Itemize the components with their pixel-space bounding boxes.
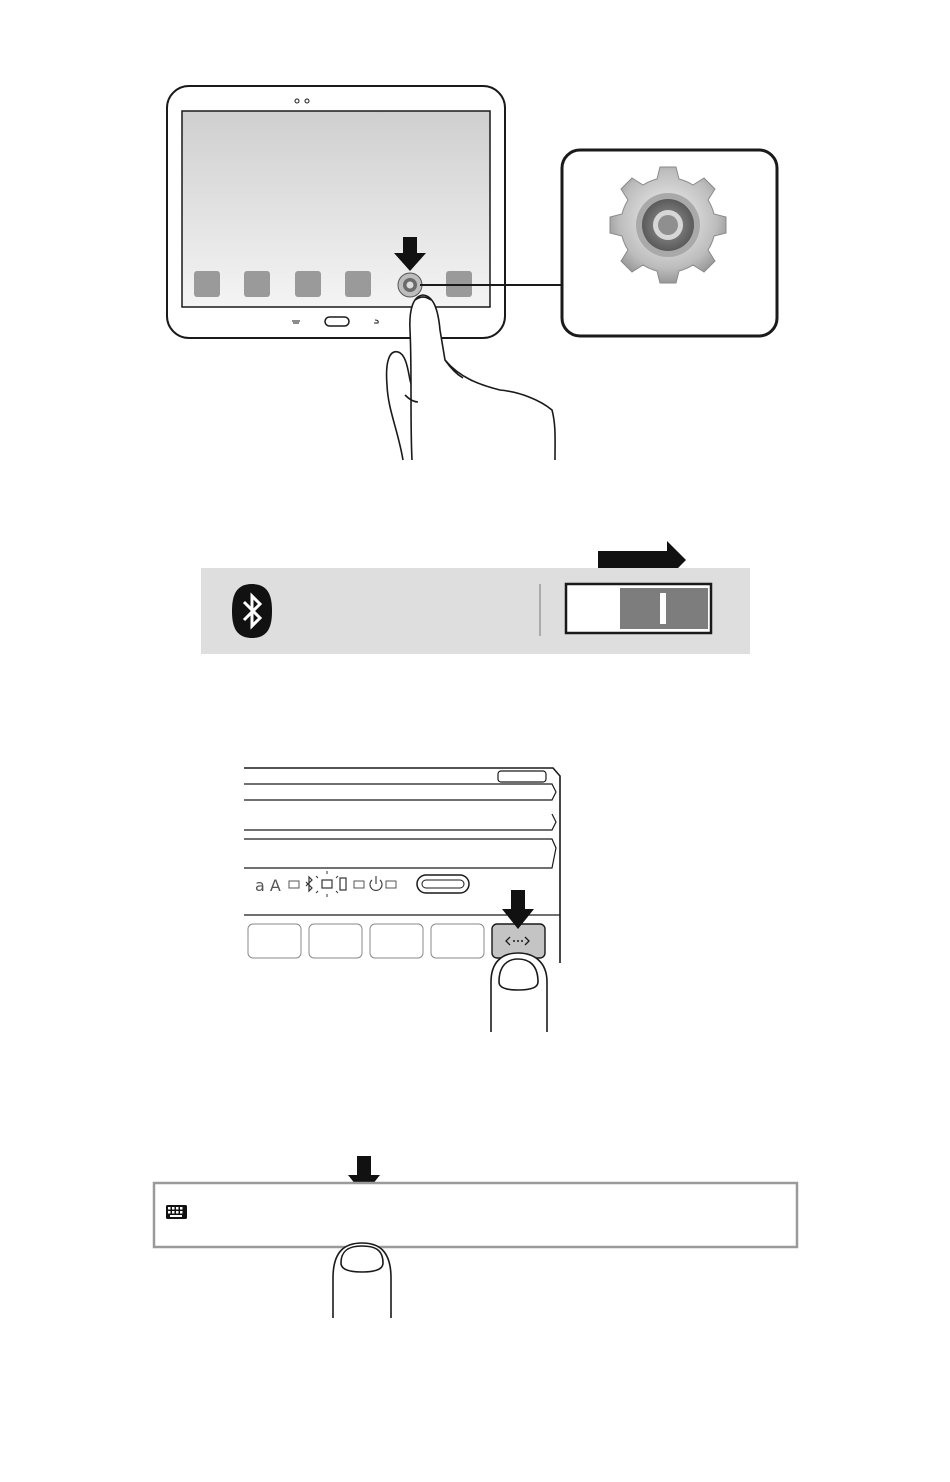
text-input-field[interactable] <box>154 1183 797 1247</box>
keyboard-key <box>248 924 301 958</box>
step3-keyboard-illustration <box>0 760 950 1040</box>
keyboard-key <box>309 924 362 958</box>
finger-icon <box>333 1243 391 1318</box>
bluetooth-pairing-icon <box>306 871 346 897</box>
app-tile <box>295 271 321 297</box>
tablet-screen <box>182 111 490 307</box>
step1-tablet-illustration <box>0 0 950 470</box>
settings-gear-icon <box>610 167 726 283</box>
keyboard-icon <box>166 1205 187 1219</box>
keyboard-slot <box>498 771 546 782</box>
power-led <box>386 881 396 888</box>
bluetooth-icon <box>232 584 272 638</box>
power-icon <box>370 876 382 890</box>
settings-gear-icon <box>398 273 422 297</box>
finger-icon <box>491 953 547 1032</box>
power-slider <box>417 875 469 893</box>
step4-input-illustration <box>0 1150 950 1325</box>
status-led <box>354 881 364 888</box>
step2-bluetooth-illustration <box>0 540 950 670</box>
app-tile <box>345 271 371 297</box>
app-tile <box>244 271 270 297</box>
caps-led <box>289 881 299 888</box>
keyboard-key <box>431 924 484 958</box>
app-tile <box>194 271 220 297</box>
caps-indicator-label: a A <box>255 876 281 895</box>
press-arrow-icon <box>502 890 534 929</box>
keyboard-key <box>370 924 423 958</box>
bluetooth-toggle-switch[interactable] <box>566 584 711 633</box>
